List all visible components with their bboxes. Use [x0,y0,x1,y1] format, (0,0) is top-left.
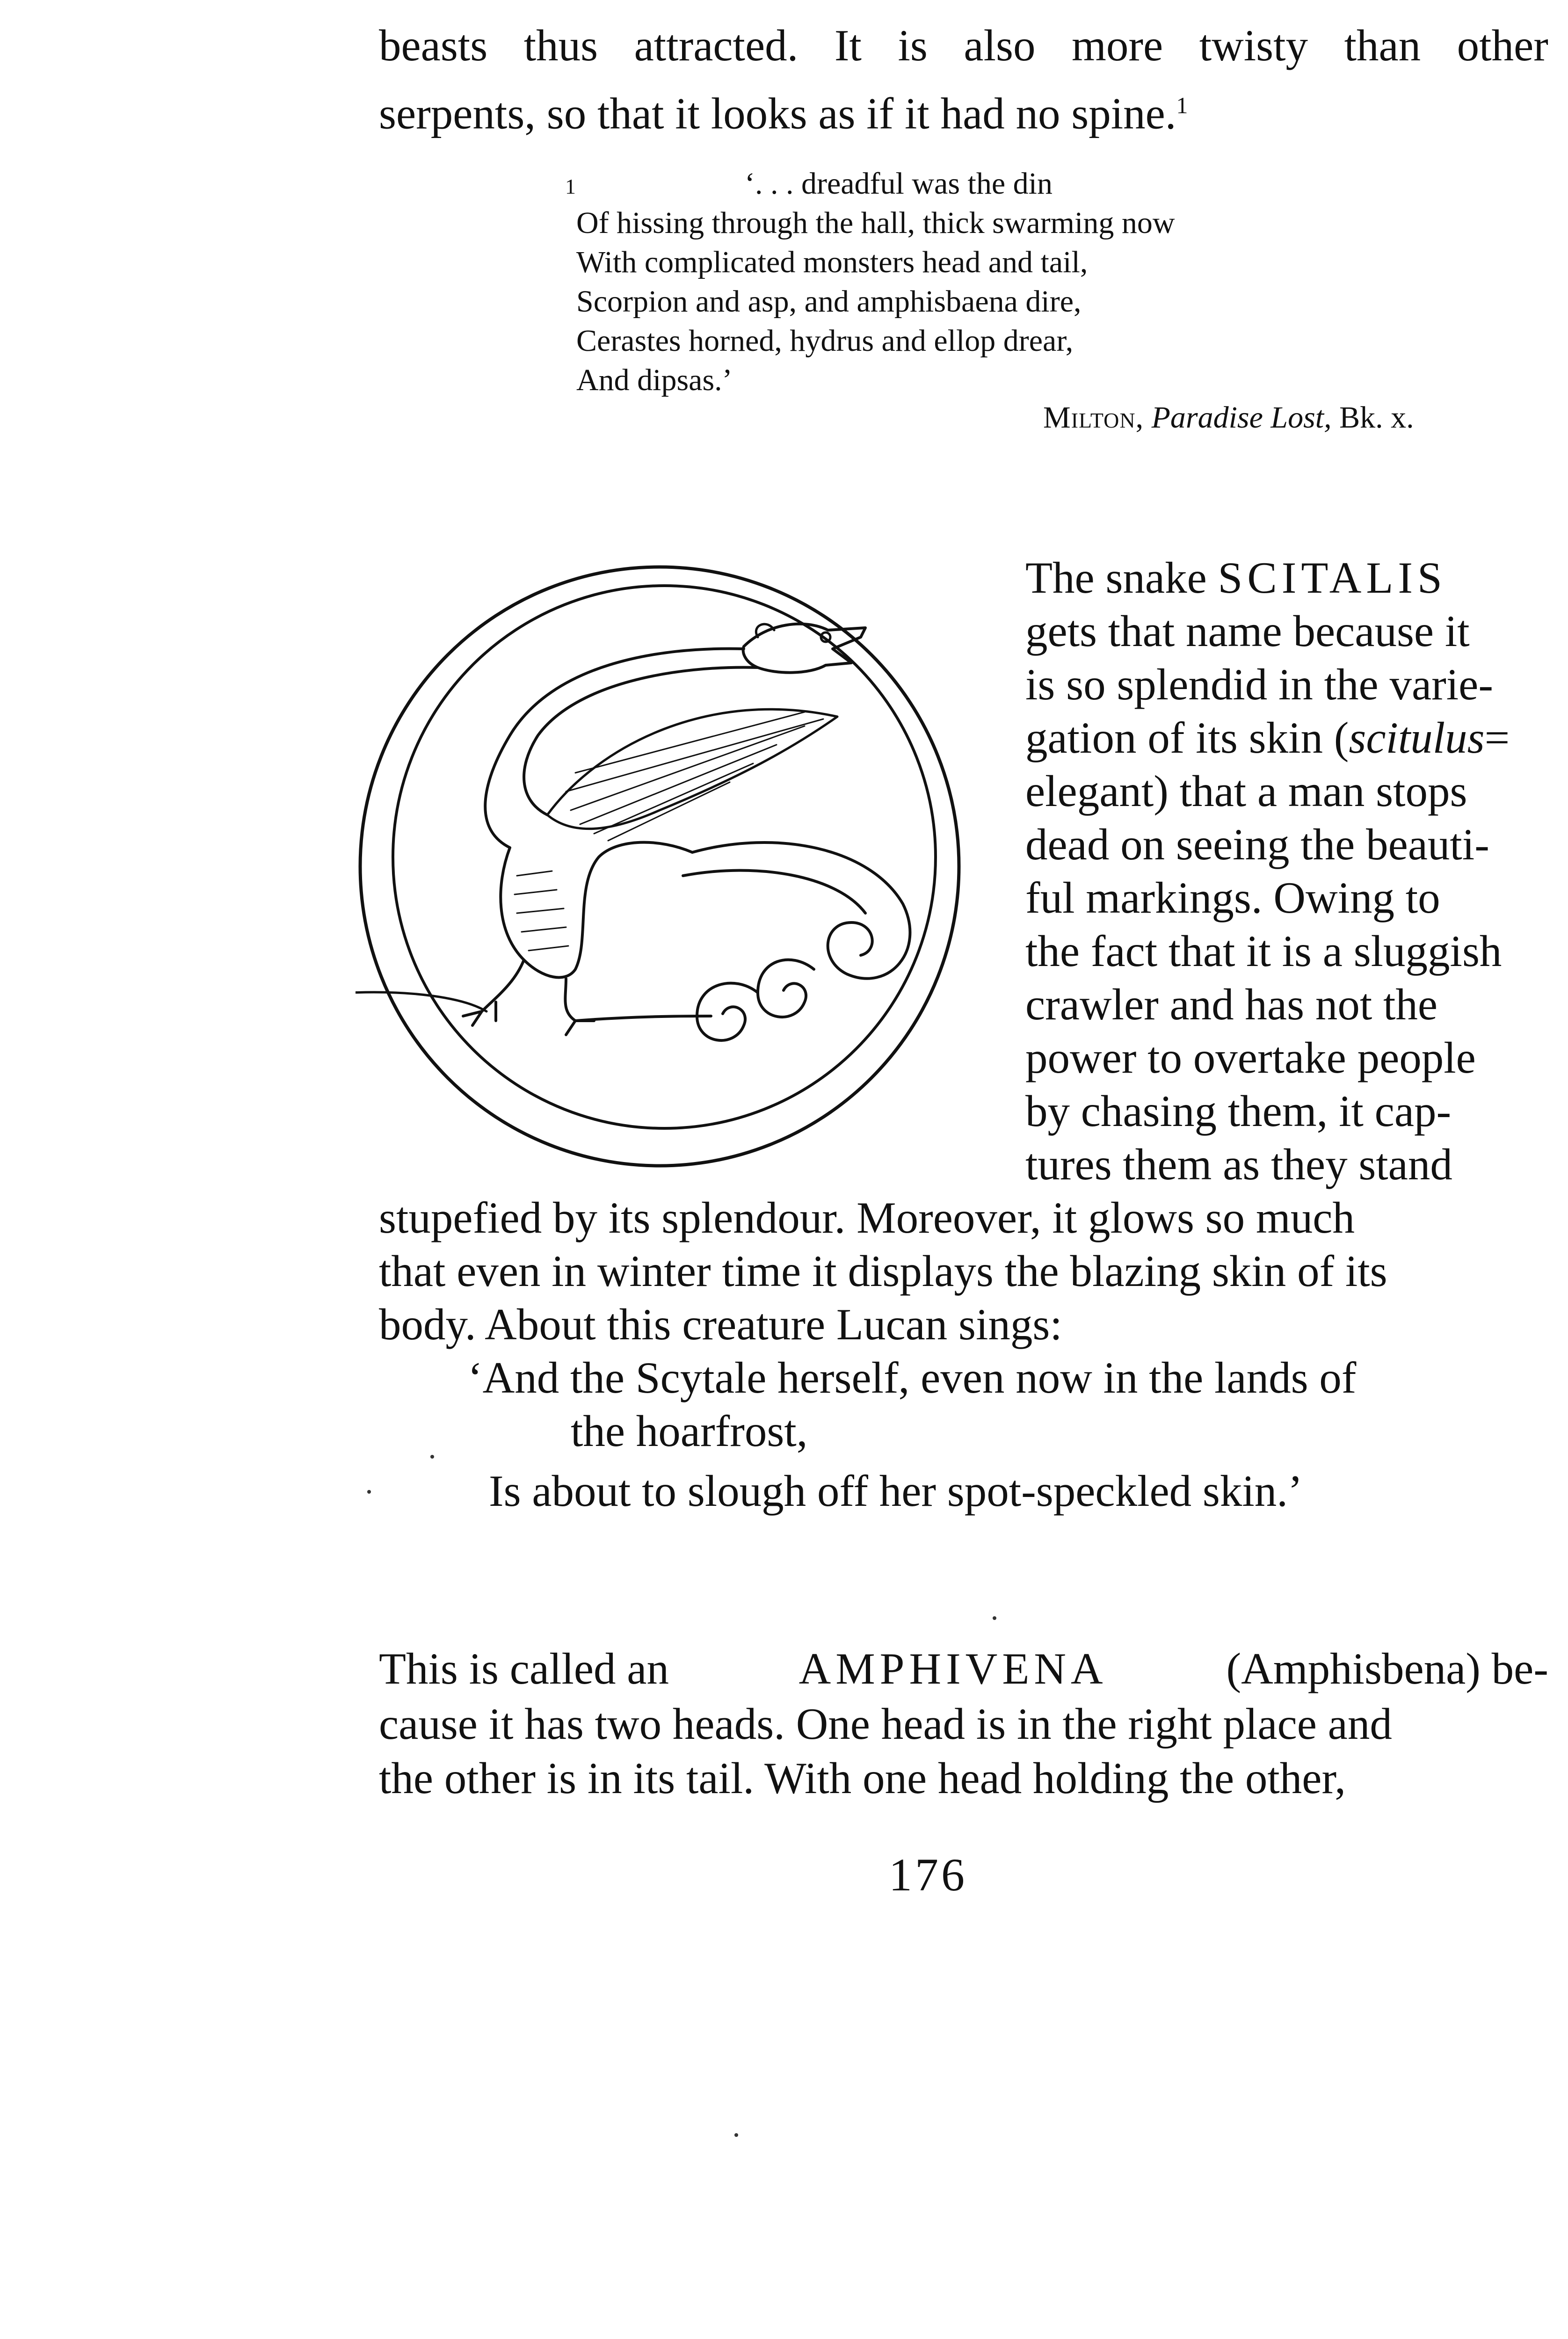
print-speck [367,1490,371,1494]
word: also [964,21,1036,70]
lucan-quote-line: Is about to slough off her spot-speckled skin.’ [489,1466,1303,1516]
scitalis-line: the fact that it is a sluggish [1025,926,1502,976]
body-line-2: serpents, so that it looks as if it had no spine.$^1$ [379,88,1188,138]
footnote-line: With complicated monsters head and tail, [576,245,1088,279]
amphivena-line: cause it has two heads. One head is in the right place and [379,1699,1392,1749]
print-speck [734,2133,738,2137]
attribution-work: Paradise Lost, [1151,400,1332,435]
scitalis-line: is so splendid in the varie- [1025,660,1493,709]
serpent-tail-line [356,992,486,1011]
scitalis-line: tures them as they stand [1025,1140,1452,1189]
scitalis-line: elegant) that a man stops [1025,766,1467,816]
footnote-line: And dipsas.’ [576,363,733,397]
tail-spiral-1 [758,960,814,1017]
tail-spiral-2 [697,983,758,1040]
body-line-1 [379,19,1548,72]
page-number: 176 [889,1849,967,1901]
scitalis-full-line: body. About this creature Lucan sings: [379,1300,1062,1349]
footnote-attribution [1043,400,1414,435]
footnote-line: Cerastes horned, hydrus and ellop drear, [576,324,1074,358]
footnote-ref[interactable]: 1 [1176,92,1188,118]
scitalis-line-1: The snake SCITALIS [1025,553,1447,603]
amphivena-line-1: This is called an AMPHIVENA (Amphisbena) be- [379,1642,1548,1695]
amphivena-name: AMPHIVENA [799,1644,1108,1693]
serpent-lower-body [692,843,910,979]
serpent-base-line [575,1016,711,1021]
word: beasts [379,21,488,70]
word: than [1344,21,1421,70]
word: is [898,21,928,70]
scitalis-name: SCITALIS [1218,553,1447,603]
word: attracted. [634,21,799,70]
serpent-lower-body-inner [683,871,865,913]
footnote-line: ‘. . . dreadful was the din [745,167,1053,201]
word: It [834,21,862,70]
scitalis-line: ful markings. Owing to [1025,873,1440,923]
serpent-body [501,843,692,978]
attribution-ref: Bk. x. [1339,400,1414,435]
serpent-leg [463,960,524,1025]
scitalis-line: gets that name because it [1025,606,1470,656]
inner-ring [393,586,936,1128]
scitalis-line: crawler and has not the [1025,980,1438,1029]
word: thus [523,21,598,70]
serpent-leg-2 [565,979,594,1035]
lucan-quote-line: the hoarfrost, [571,1406,808,1456]
outer-ring [360,567,959,1166]
lucan-quote-line: ‘And the Scytale herself, even now in the lands of [468,1353,1357,1402]
footnote-line: Scorpion and asp, and amphisbaena dire, [576,284,1082,319]
scitalis-line: dead on seeing the beauti- [1025,820,1489,869]
scitalis-line: by chasing them, it cap- [1025,1086,1452,1136]
print-speck [993,1616,996,1620]
scitalis-full-line: stupefied by its splendour. Moreover, it glows so much [379,1193,1355,1242]
amphivena-line: the other is in its tail. With one head holding the other, [379,1753,1346,1803]
attribution-author: Milton, [1043,400,1144,435]
word: more [1072,21,1163,70]
scitalis-line: gation of its skin (scitulus= [1025,713,1510,763]
footnote-marker: 1 [565,174,576,198]
serpent-neck [485,649,744,848]
word: other [1457,21,1548,70]
scitalis-line: power to overtake people [1025,1033,1476,1082]
scitalis-roundel-illustration [356,548,992,1184]
serpent-neck-inner [524,668,758,815]
word: twisty [1199,21,1308,70]
latin-term: scitulus [1349,713,1485,763]
print-speck [430,1455,434,1459]
scitalis-full-line: that even in winter time it displays the blazing skin of its [379,1246,1387,1296]
footnote-line: Of hissing through the hall, thick swarming now [576,206,1175,240]
